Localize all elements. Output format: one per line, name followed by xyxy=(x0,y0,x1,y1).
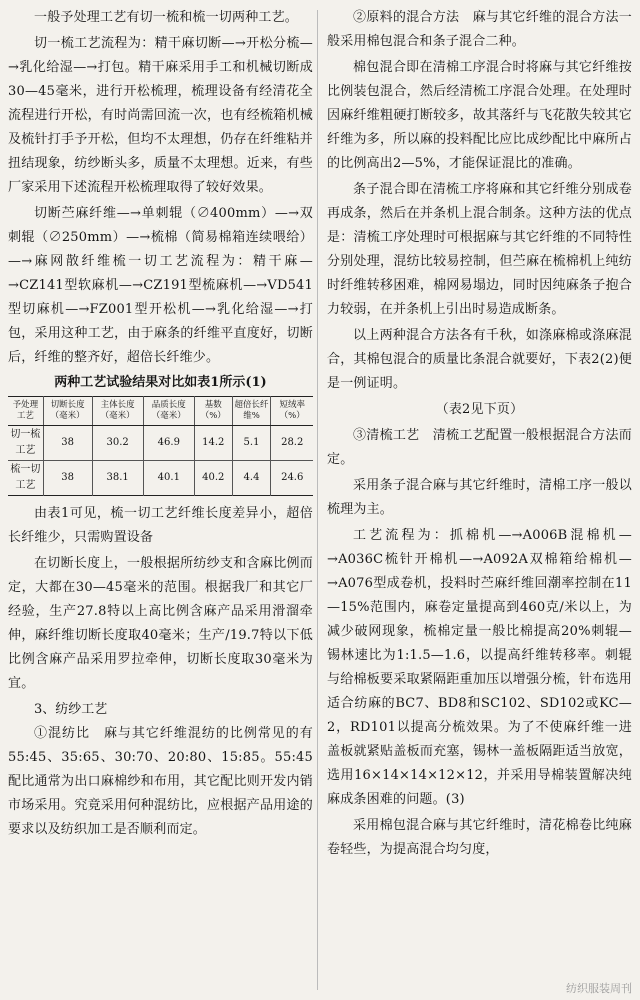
table-header-cell: 切断长度（毫米） xyxy=(43,397,92,426)
table1 xyxy=(8,396,313,496)
table-cell: 40.2 xyxy=(194,461,232,496)
table-cell: 梳一切工艺 xyxy=(10,464,41,491)
table-cell: 30.2 xyxy=(92,426,143,461)
table-cell: 14.2 xyxy=(194,426,232,461)
column-divider xyxy=(317,10,318,990)
table-cell: 40.1 xyxy=(143,461,194,496)
paragraph-process-flow: 工艺流程为：抓棉机—→A006B混棉机—→A036C梳针开棉机—→A092A双棉箱给棉机—→A076型成卷机，投料时苎麻纤维回潮率控制在11—15%范围内，麻卷定量提高到460克/米以上，为减少破网现象，梳棉定量一般比棉提高20%刺辊—锡林速比为1:1.5—1.6，以提高纤维转移率。刺辊与给棉板要采取紧隔距重加压以增强分梳，针布选用适合纺麻的BC7、BD8和SC102、SD102或KC—2，RD101以提高分梳效果。为了不使麻纤维一进盖板就紧贴盖板而充塞，锡林一盖板隔距适当放宽，选用16×14×14×12×12，并采用导棉装置解决纯麻成条困难的问题。(3) xyxy=(327,528,632,807)
left-column xyxy=(8,6,313,844)
paragraph-sliver-mixing: 条子混合即在清梳工序将麻和其它纤维分别成卷再成条，然后在并条机上混合制条。这种方法的优点是：清梳工序处理时可根据麻与其它纤维的不同特性分别处理，混纺比较易控制，但苎麻在梳棉机上纯纺时纤维转移困难，棉网易塌边，同时因纯麻条子抱合力较弱，在并条机上引出时易造成断条。 xyxy=(327,182,632,317)
paragraph-sliver-method: 采用条子混合麻与其它纤维时，清棉工序一般以梳理为主。 xyxy=(327,478,632,517)
paragraph-blowing-carding: ③清梳工艺 清梳工艺配置一般根据混合方法而定。 xyxy=(327,428,632,467)
right-column xyxy=(327,6,632,864)
paragraph-comb-cut-process: 切断苎麻纤维—→单刺辊（∅400mm）—→双刺辊（∅250mm）—→梳棉（简易棉箱连续喂给）—→麻网散纤维梳一切工艺流程为：精干麻—→CZ141型软麻机—→CZ191型梳麻机—→VD541型切麻机—→FZ001型开松机—→乳化给湿—→打包，采用这种工艺，由于麻条的纤维平直度好，切断后，纤维的整齐好，超倍长纤维少。 xyxy=(8,206,313,365)
table-header-cell: 品质长度（毫米） xyxy=(143,397,194,426)
paragraph-intro: 一般予处理工艺有切一梳和梳一切两种工艺。 xyxy=(34,10,299,25)
paragraph-blend-ratio: ①混纺比 麻与其它纤维混纺的比例常见的有55:45、35:65、30:70、20:80、15:85。55:45配比通常为出口麻棉纱和布用，其它配比则开发内销市场采用。究竟采用何种混纺比，应根据产品用途的要求以及纺织加工是否顺利而定。 xyxy=(8,726,313,837)
table-row xyxy=(8,426,313,461)
watermark-text: 纺织服装周刊 xyxy=(566,982,632,995)
paragraph-bale-mixing: 棉包混合即在清棉工序混合时将麻与其它纤维按比例装包混合，然后经清梳工序混合处理。在处理时因麻纤维粗硬打断较多，故其落纤与飞花散失较其它纤维为多，所以麻的投料配比应比成纱配比中麻所占的比例高出2—5%，才能保证混比的准确。 xyxy=(327,60,632,171)
paragraph-table1-summary: 由表1可见，梳一切工艺纤维长度差异小，超倍长纤维少，只需购置设备 xyxy=(8,506,313,545)
table-cell: 切一梳工艺 xyxy=(8,426,43,461)
table-header-cell: 予处理工艺 xyxy=(8,397,43,426)
table-cell: 38 xyxy=(43,426,92,461)
paragraph-mixing-method: ②原料的混合方法 麻与其它纤维的混合方法一般采用棉包混合和条子混合二种。 xyxy=(327,10,632,49)
table-header-cell: 短绒率（%） xyxy=(271,397,313,426)
table-row xyxy=(8,461,313,496)
table-cell: 38.1 xyxy=(92,461,143,496)
table-cell: 38 xyxy=(43,461,92,496)
table-cell: 4.4 xyxy=(232,461,271,496)
table-cell: 5.1 xyxy=(232,426,271,461)
table-header-row xyxy=(8,397,313,426)
table-cell: 46.9 xyxy=(143,426,194,461)
table1-caption: 两种工艺试验结果对比如表1所示(1) xyxy=(54,375,267,390)
paragraph-bale-method: 采用棉包混合麻与其它纤维时，清花棉卷比纯麻卷轻些，为提高混合均匀度， xyxy=(327,818,632,857)
table-header-cell: 基数（%） xyxy=(194,397,232,426)
table-cell: 24.6 xyxy=(271,461,313,496)
table-header-cell: 主体长度（毫米） xyxy=(92,397,143,426)
table-header-cell: 超倍长纤维% xyxy=(232,397,271,426)
paragraph-comparison: 以上两种混合方法各有千秋，如涤麻棉或涤麻混合，其棉包混合的质量比条混合就要好，下表2(2)便是一例证明。 xyxy=(327,328,632,391)
section-heading-spinning: 3、纺纱工艺 xyxy=(34,702,108,717)
paragraph-cut-comb-process: 切一梳工艺流程为：精干麻切断—→开松分梳—→乳化给湿—→打包。精干麻采用手工和机械切断成30—45毫米，进行开松梳理，梳理设备有经清花全流程进行开松，有时尚需回流一次，也有经梳箱机械及梳针打手予开松，但均不太理想，仍存在纤维粘并扭结现象，纺纱断头多，质量不太理想。近来，有些厂家采用下述流程开松梳理取得了较好效果。 xyxy=(8,36,313,195)
table2-note: （表2见下页） xyxy=(435,402,524,417)
paragraph-cut-length: 在切断长度上，一般根据所纺纱支和含麻比例而定，大都在30—45毫米的范围。根据我厂和其它厂经验，生产27.8特以上高比例含麻产品采用滑溜牵伸，麻纤维切断长度取40毫米；生产/19.7特以下低比例含麻产品采用罗拉牵伸，切断长度取30毫米为宜。 xyxy=(8,556,313,691)
table-cell: 28.2 xyxy=(271,426,313,461)
